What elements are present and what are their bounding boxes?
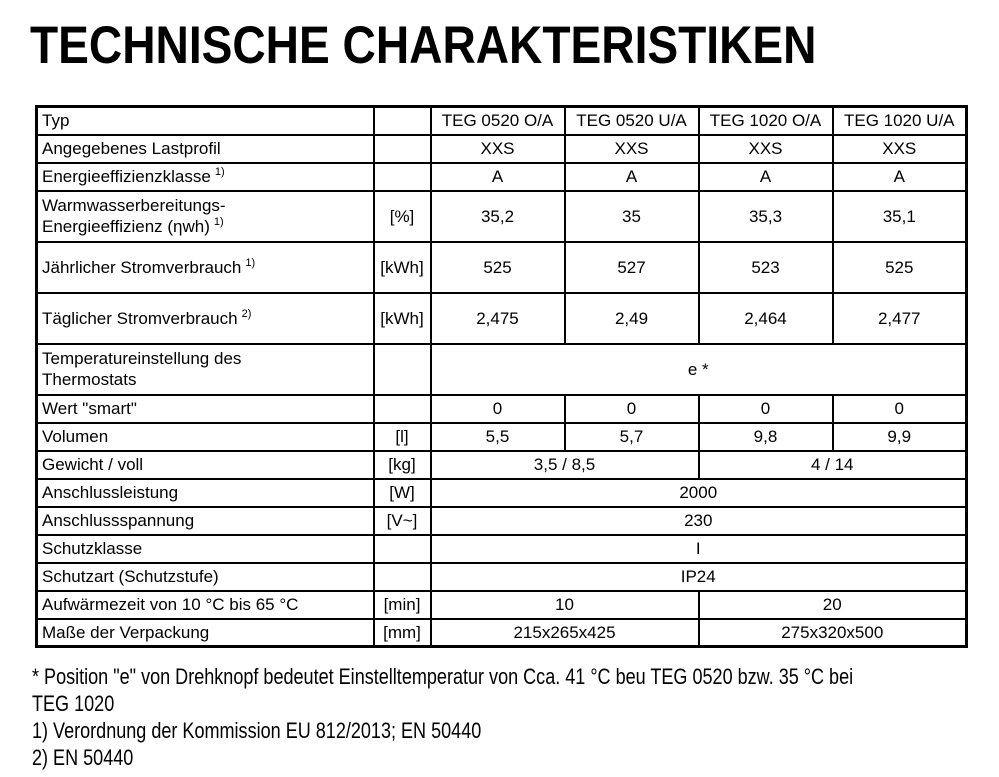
- technical-characteristics-table: [35, 105, 968, 648]
- cell-value: 35: [565, 191, 699, 242]
- table-row-schutzart: [37, 563, 967, 591]
- table-row-gewicht: [37, 451, 967, 479]
- table-row-jahresverbrauch: [37, 242, 967, 293]
- cell-value-merged: IP24: [431, 563, 967, 591]
- row-unit: [374, 563, 431, 591]
- row-unit: [V~]: [374, 507, 431, 535]
- cell-value: 0: [833, 395, 967, 423]
- row-unit: [374, 395, 431, 423]
- cell-value: 0: [699, 395, 833, 423]
- cell-value: TEG 0520 O/A: [431, 107, 565, 135]
- table-row-effizienzklasse: [37, 163, 967, 191]
- cell-value-merged: 20: [699, 591, 967, 619]
- table-row-schutzklasse: [37, 535, 967, 563]
- cell-value: 527: [565, 242, 699, 293]
- row-unit: [374, 107, 431, 135]
- cell-value: 0: [431, 395, 565, 423]
- cell-value-merged: 230: [431, 507, 967, 535]
- row-label: Temperatureinstellung des Thermostats: [37, 344, 374, 395]
- footnote-line: 1) Verordnung der Kommission EU 812/2013; EN 50440: [32, 718, 482, 743]
- table-row-aufwaermezeit: [37, 591, 967, 619]
- table-row-tagesverbrauch: [37, 293, 967, 344]
- table-row-anschlussleistung: [37, 479, 967, 507]
- row-unit: [mm]: [374, 619, 431, 647]
- row-label: Schutzklasse: [37, 535, 374, 563]
- footnote-line: 2) EN 50440: [32, 745, 134, 770]
- footnote-line: * Position "e" von Drehknopf bedeutet Einstelltemperatur von Cca. 41 °C beu TEG 0520 bzw. 35 °C bei: [32, 664, 854, 689]
- row-label: Typ: [37, 107, 374, 135]
- cell-value: 0: [565, 395, 699, 423]
- row-unit: [l]: [374, 423, 431, 451]
- cell-value: 2,475: [431, 293, 565, 344]
- row-unit: [W]: [374, 479, 431, 507]
- row-unit: [374, 135, 431, 163]
- row-unit: [374, 535, 431, 563]
- cell-value-merged: e *: [431, 344, 967, 395]
- page-title: TECHNISCHE CHARAKTERISTIKEN: [30, 16, 817, 75]
- footnotes: [32, 663, 854, 771]
- row-unit: [kWh]: [374, 293, 431, 344]
- row-label: Täglicher Stromverbrauch $^{2)}$: [37, 293, 374, 344]
- cell-value: 5,5: [431, 423, 565, 451]
- cell-value: 525: [833, 242, 967, 293]
- footnote-marker: 2): [241, 307, 252, 320]
- cell-value: XXS: [431, 135, 565, 163]
- cell-value: 35,1: [833, 191, 967, 242]
- row-label: Gewicht / voll: [37, 451, 374, 479]
- row-unit: [%]: [374, 191, 431, 242]
- table-row-wert-smart: [37, 395, 967, 423]
- cell-value: XXS: [699, 135, 833, 163]
- cell-value: XXS: [833, 135, 967, 163]
- cell-value: A: [833, 163, 967, 191]
- row-label: Angegebenes Lastprofil: [37, 135, 374, 163]
- table-row-thermostat: [37, 344, 967, 395]
- cell-value: 9,8: [699, 423, 833, 451]
- row-unit: [374, 344, 431, 395]
- row-label: Schutzart (Schutzstufe): [37, 563, 374, 591]
- row-unit: [min]: [374, 591, 431, 619]
- cell-value-merged: I: [431, 535, 967, 563]
- cell-value-merged: 10: [431, 591, 699, 619]
- cell-value: 523: [699, 242, 833, 293]
- cell-value: TEG 1020 O/A: [699, 107, 833, 135]
- cell-value: TEG 1020 U/A: [833, 107, 967, 135]
- footnote-marker: 1): [245, 256, 256, 269]
- cell-value: 2,464: [699, 293, 833, 344]
- row-label: Volumen: [37, 423, 374, 451]
- cell-value: XXS: [565, 135, 699, 163]
- table-row-lastprofil: [37, 135, 967, 163]
- row-unit: [kg]: [374, 451, 431, 479]
- table-row-typ: [37, 107, 967, 135]
- row-label: Wert "smart": [37, 395, 374, 423]
- cell-value: 525: [431, 242, 565, 293]
- row-label: Warmwasserbereitungs- Energieeffizienz (ηwh) $^{1)}$: [37, 191, 374, 242]
- footnote-line: TEG 1020: [32, 691, 115, 716]
- row-label: Anschlussspannung: [37, 507, 374, 535]
- cell-value: 35,2: [431, 191, 565, 242]
- cell-value-merged: 275x320x500: [699, 619, 967, 647]
- cell-value: A: [565, 163, 699, 191]
- cell-value: 5,7: [565, 423, 699, 451]
- row-label: Maße der Verpackung: [37, 619, 374, 647]
- row-unit: [kWh]: [374, 242, 431, 293]
- row-label: Aufwärmezeit von 10 °C bis 65 °C: [37, 591, 374, 619]
- table-row-volumen: [37, 423, 967, 451]
- cell-value-merged: 3,5 / 8,5: [431, 451, 699, 479]
- cell-value: 35,3: [699, 191, 833, 242]
- row-label: Anschlussleistung: [37, 479, 374, 507]
- table-row-warmwasser-effizienz: [37, 191, 967, 242]
- footnote-marker: 1): [214, 166, 225, 179]
- cell-value: 2,49: [565, 293, 699, 344]
- cell-value: 9,9: [833, 423, 967, 451]
- cell-value: TEG 0520 U/A: [565, 107, 699, 135]
- table-row-anschlussspannung: [37, 507, 967, 535]
- cell-value-merged: 2000: [431, 479, 967, 507]
- row-label: Jährlicher Stromverbrauch $^{1)}$: [37, 242, 374, 293]
- row-unit: [374, 163, 431, 191]
- footnote-marker: 1): [213, 216, 224, 229]
- row-label: Energieeffizienzklasse $^{1)}$: [37, 163, 374, 191]
- cell-value: 2,477: [833, 293, 967, 344]
- cell-value-merged: 215x265x425: [431, 619, 699, 647]
- cell-value-merged: 4 / 14: [699, 451, 967, 479]
- table-row-verpackung: [37, 619, 967, 647]
- cell-value: A: [699, 163, 833, 191]
- cell-value: A: [431, 163, 565, 191]
